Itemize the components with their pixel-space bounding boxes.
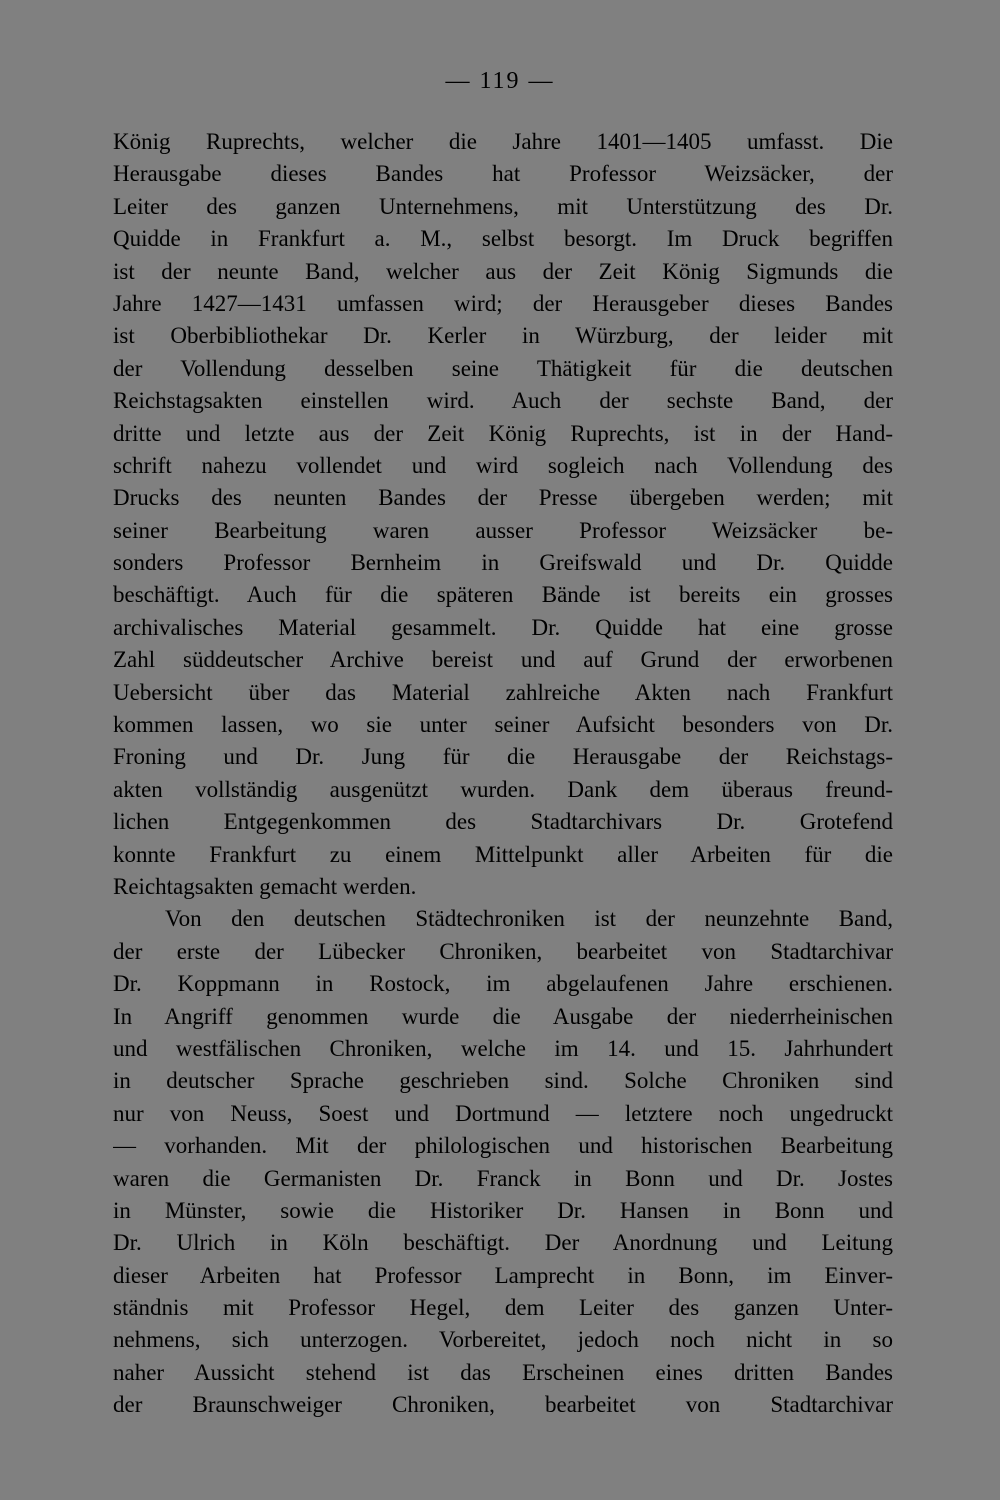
text-line: nur von Neuss, Soest und Dortmund — letztere noch ungedruckt	[113, 1100, 893, 1126]
text-line: König Ruprechts, welcher die Jahre 1401—1405 umfasst. Die	[113, 129, 893, 154]
text-line: ist der neunte Band, welcher aus der Zeit König Sigmunds die	[113, 258, 893, 284]
text-line: der Vollendung desselben seine Thätigkeit für die deutschen	[113, 355, 893, 381]
text-line: Froning und Dr. Jung für die Herausgabe der Reichstags-	[113, 744, 893, 770]
text-line: Jahre 1427—1431 umfassen wird; der Herausgeber dieses Bandes	[113, 290, 893, 316]
text-line: konnte Frankfurt zu einem Mittelpunkt aller Arbeiten für die	[113, 841, 893, 867]
text-line: Drucks des neunten Bandes der Presse übergeben werden; mit	[113, 485, 893, 511]
text-line: Reichtagsakten gemacht werden.	[113, 873, 417, 899]
text-line: In Angriff genommen wurde die Ausgabe der niederrheinischen	[113, 1003, 893, 1029]
text-line: nehmens, sich unterzogen. Vorbereitet, jedoch noch nicht in so	[113, 1327, 893, 1353]
body-text	[113, 126, 893, 1422]
text-line: der Braunschweiger Chroniken, bearbeitet von Stadtarchivar	[113, 1392, 893, 1418]
text-line: akten vollständig ausgenützt wurden. Dank dem überaus freund-	[113, 776, 893, 802]
text-line: schrift nahezu vollendet und wird sogleich nach Vollendung des	[113, 452, 893, 478]
text-line: — vorhanden. Mit der philologischen und historischen Bearbeitung	[113, 1133, 893, 1159]
text-line: in Münster, sowie die Historiker Dr. Hansen in Bonn und	[113, 1197, 893, 1223]
text-line: naher Aussicht stehend ist das Erscheinen eines dritten Bandes	[113, 1359, 893, 1385]
paragraph-2	[113, 903, 893, 1421]
text-line: der erste der Lübecker Chroniken, bearbeitet von Stadtarchivar	[113, 938, 893, 964]
text-line: Quidde in Frankfurt a. M., selbst besorgt. Im Druck begriffen	[113, 226, 893, 252]
paragraph-1	[113, 126, 893, 903]
text-line: sonders Professor Bernheim in Greifswald und Dr. Quidde	[113, 550, 893, 576]
text-line: seiner Bearbeitung waren ausser Professor Weizsäcker be-	[113, 517, 893, 543]
text-line: dritte und letzte aus der Zeit König Ruprechts, ist in der Hand-	[113, 420, 893, 446]
text-line: Reichstagsakten einstellen wird. Auch der sechste Band, der	[113, 388, 893, 414]
text-line: Zahl süddeutscher Archive bereist und auf Grund der erworbenen	[113, 647, 893, 673]
text-line: Uebersicht über das Material zahlreiche Akten nach Frankfurt	[113, 679, 893, 705]
text-line: Leiter des ganzen Unternehmens, mit Unterstützung des Dr.	[113, 193, 893, 219]
text-line: in deutscher Sprache geschrieben sind. Solche Chroniken sind	[113, 1068, 893, 1094]
text-line: Von den deutschen Städtechroniken ist der neunzehnte Band,	[165, 906, 893, 932]
text-line: dieser Arbeiten hat Professor Lamprecht in Bonn, im Einver-	[113, 1262, 893, 1288]
page-number: — 119 —	[445, 68, 555, 94]
text-line: und westfälischen Chroniken, welche im 14. und 15. Jahrhundert	[113, 1035, 893, 1061]
text-line: waren die Germanisten Dr. Franck in Bonn und Dr. Jostes	[113, 1165, 893, 1191]
text-line: lichen Entgegenkommen des Stadtarchivars Dr. Grotefend	[113, 809, 893, 835]
text-line: ständnis mit Professor Hegel, dem Leiter des ganzen Unter-	[113, 1295, 893, 1321]
text-line: archivalisches Material gesammelt. Dr. Quidde hat eine grosse	[113, 614, 893, 640]
text-line: ist Oberbibliothekar Dr. Kerler in Würzburg, der leider mit	[113, 323, 893, 349]
text-line: Dr. Koppmann in Rostock, im abgelaufenen Jahre erschienen.	[113, 971, 893, 997]
text-line: kommen lassen, wo sie unter seiner Aufsicht besonders von Dr.	[113, 712, 893, 738]
text-line: Dr. Ulrich in Köln beschäftigt. Der Anordnung und Leitung	[113, 1230, 893, 1256]
text-line: Herausgabe dieses Bandes hat Professor Weizsäcker, der	[113, 161, 893, 187]
text-line: beschäftigt. Auch für die späteren Bände ist bereits ein grosses	[113, 582, 893, 608]
